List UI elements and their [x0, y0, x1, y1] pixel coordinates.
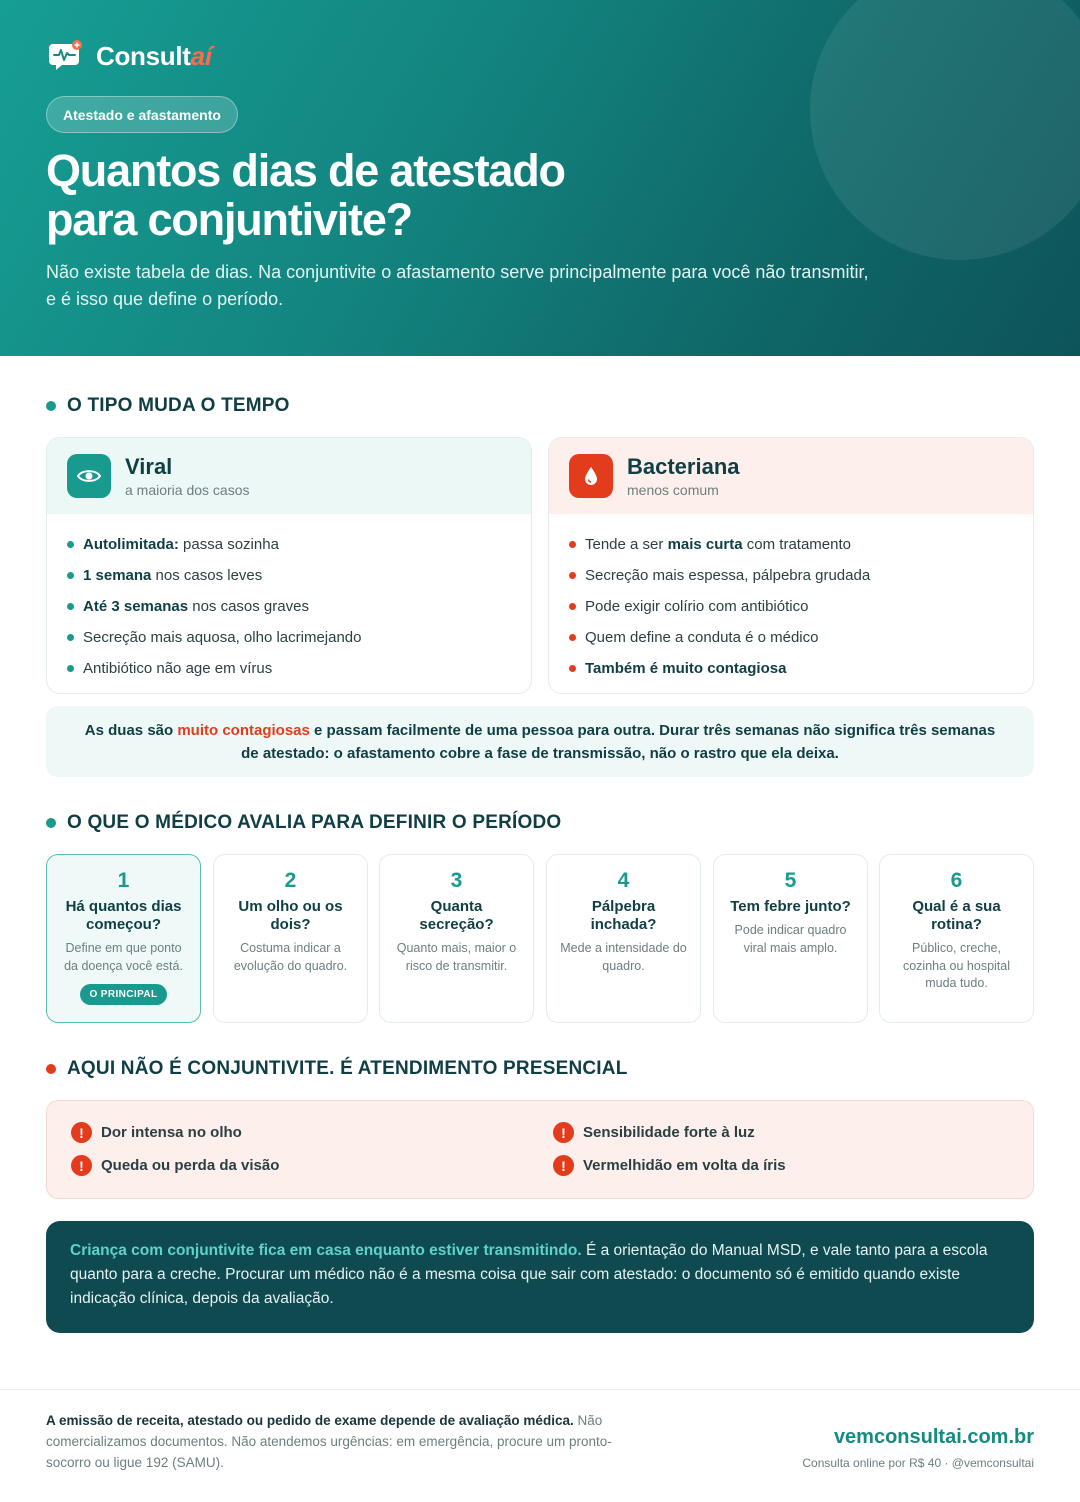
main-badge: O PRINCIPAL	[80, 984, 166, 1005]
child-guidance-box: Criança com conjuntivite fica em casa enquanto estiver transmitindo. É a orientação do Manual MSD, e vale tanto para a escola quanto para a creche. Procurar um médico não é a mesma coisa que sair com atestado: o documento só é emitido quando existe indicação clínica, depois da avaliação.	[46, 1221, 1034, 1333]
decorative-circle	[810, 0, 1080, 260]
viral-card	[46, 437, 532, 694]
list-item: 1 semana nos casos leves	[67, 560, 531, 591]
eye-icon	[67, 454, 111, 498]
step-number: 2	[284, 869, 297, 892]
brand-name: Consultaí	[96, 40, 212, 71]
viral-subtitle: a maioria dos casos	[125, 482, 250, 498]
bacterial-list	[549, 514, 1033, 684]
bullet-dot	[46, 818, 56, 828]
list-item: Quem define a conduta é o médico	[569, 622, 1033, 653]
viral-list	[47, 514, 531, 684]
step-description: Costuma indicar a evolução do quadro.	[233, 941, 348, 973]
step-description: Quanto mais, maior o risco de transmitir.	[396, 941, 517, 973]
hero-header	[0, 0, 1080, 356]
step-card-3	[379, 854, 534, 1023]
exclamation-icon: !	[553, 1155, 574, 1176]
step-title: Pálpebra inchada?	[590, 898, 657, 933]
footer-disclaimer: A emissão de receita, atestado ou pedido de exame depende de avaliação médica. Não comercializamos documentos. Não atendemos urgências: em emergência, procure um pronto-socorro ou ligue 192 (SAMU).	[46, 1413, 612, 1470]
step-title: Quanta secreção?	[419, 898, 494, 933]
bacterial-card	[548, 437, 1034, 694]
emergency-alert-box	[46, 1100, 1034, 1199]
brand-logo[interactable]	[48, 40, 212, 72]
alert-item: ! Dor intensa no olho	[71, 1122, 242, 1143]
bacterial-title: Bacteriana	[627, 454, 740, 479]
exclamation-icon: !	[71, 1122, 92, 1143]
step-number: 4	[617, 869, 630, 892]
step-description: Define em que ponto da doença você está.	[64, 941, 183, 973]
step-number: 3	[450, 869, 463, 892]
alert-item: ! Vermelhidão em volta da íris	[553, 1155, 786, 1176]
step-card-2	[213, 854, 368, 1023]
list-item: Pode exigir colírio com antibiótico	[569, 591, 1033, 622]
step-card-5	[713, 854, 868, 1023]
drop-icon	[569, 454, 613, 498]
step-card-1	[46, 854, 201, 1023]
section-heading-emergency: AQUI NÃO É CONJUNTIVITE. É ATENDIMENTO PRESENCIAL	[46, 1058, 628, 1080]
footer-divider	[0, 1389, 1080, 1390]
viral-title: Viral	[125, 454, 173, 479]
list-item: Também é muito contagiosa	[569, 653, 1033, 684]
category-tag: Atestado e afastamento	[46, 96, 238, 133]
step-description: Público, creche, cozinha ou hospital muda tudo.	[902, 941, 1011, 990]
list-item: Secreção mais espessa, pálpebra grudada	[569, 560, 1033, 591]
step-description: Mede a intensidade do quadro.	[560, 941, 687, 973]
step-title: Tem febre junto?	[730, 898, 851, 915]
list-item: Secreção mais aquosa, olho lacrimejando	[67, 622, 531, 653]
alert-item: ! Queda ou perda da visão	[71, 1155, 279, 1176]
bacterial-subtitle: menos comum	[627, 482, 719, 498]
bullet-dot	[46, 401, 56, 411]
alert-item: ! Sensibilidade forte à luz	[553, 1122, 755, 1143]
page-subtitle: Não existe tabela de dias. Na conjuntivite o afastamento serve principalmente para você não transmitir, e é isso que define o período.	[46, 262, 869, 309]
exclamation-icon: !	[71, 1155, 92, 1176]
section-heading-evaluation: O QUE O MÉDICO AVALIA PARA DEFINIR O PERÍODO	[46, 812, 561, 834]
chat-heartbeat-icon	[48, 40, 82, 72]
step-number: 1	[117, 869, 130, 892]
step-card-4	[546, 854, 701, 1023]
bullet-dot	[46, 1064, 56, 1074]
list-item: Até 3 semanas nos casos graves	[67, 591, 531, 622]
exclamation-icon: !	[553, 1122, 574, 1143]
step-card-6	[879, 854, 1034, 1023]
contagion-note: As duas são muito contagiosas e passam facilmente de uma pessoa para outra. Durar três semanas não significa três semanas de atestado: o afastamento cobre a fase de transmissão, não o rastro que ela deixa.	[46, 706, 1034, 777]
viral-card-header	[47, 438, 531, 514]
step-title: Um olho ou os dois?	[238, 898, 343, 933]
bacterial-card-header	[549, 438, 1033, 514]
list-item: Antibiótico não age em vírus	[67, 653, 531, 684]
step-number: 6	[950, 869, 963, 892]
footer-price-handle: Consulta online por R$ 40 · @vemconsultai	[802, 1456, 1034, 1470]
list-item: Autolimitada: passa sozinha	[67, 529, 531, 560]
step-number: 5	[784, 869, 797, 892]
page-title: Quantos dias de atestado para conjuntivite?	[46, 145, 565, 245]
section-heading-type: O TIPO MUDA O TEMPO	[46, 395, 290, 417]
step-description: Pode indicar quadro viral mais amplo.	[734, 923, 847, 955]
step-title: Há quantos dias começou?	[65, 898, 182, 933]
list-item: Tende a ser mais curta com tratamento	[569, 529, 1033, 560]
step-title: Qual é a sua rotina?	[912, 898, 1001, 933]
website-link[interactable]: vemconsultai.com.br	[833, 1426, 1034, 1448]
